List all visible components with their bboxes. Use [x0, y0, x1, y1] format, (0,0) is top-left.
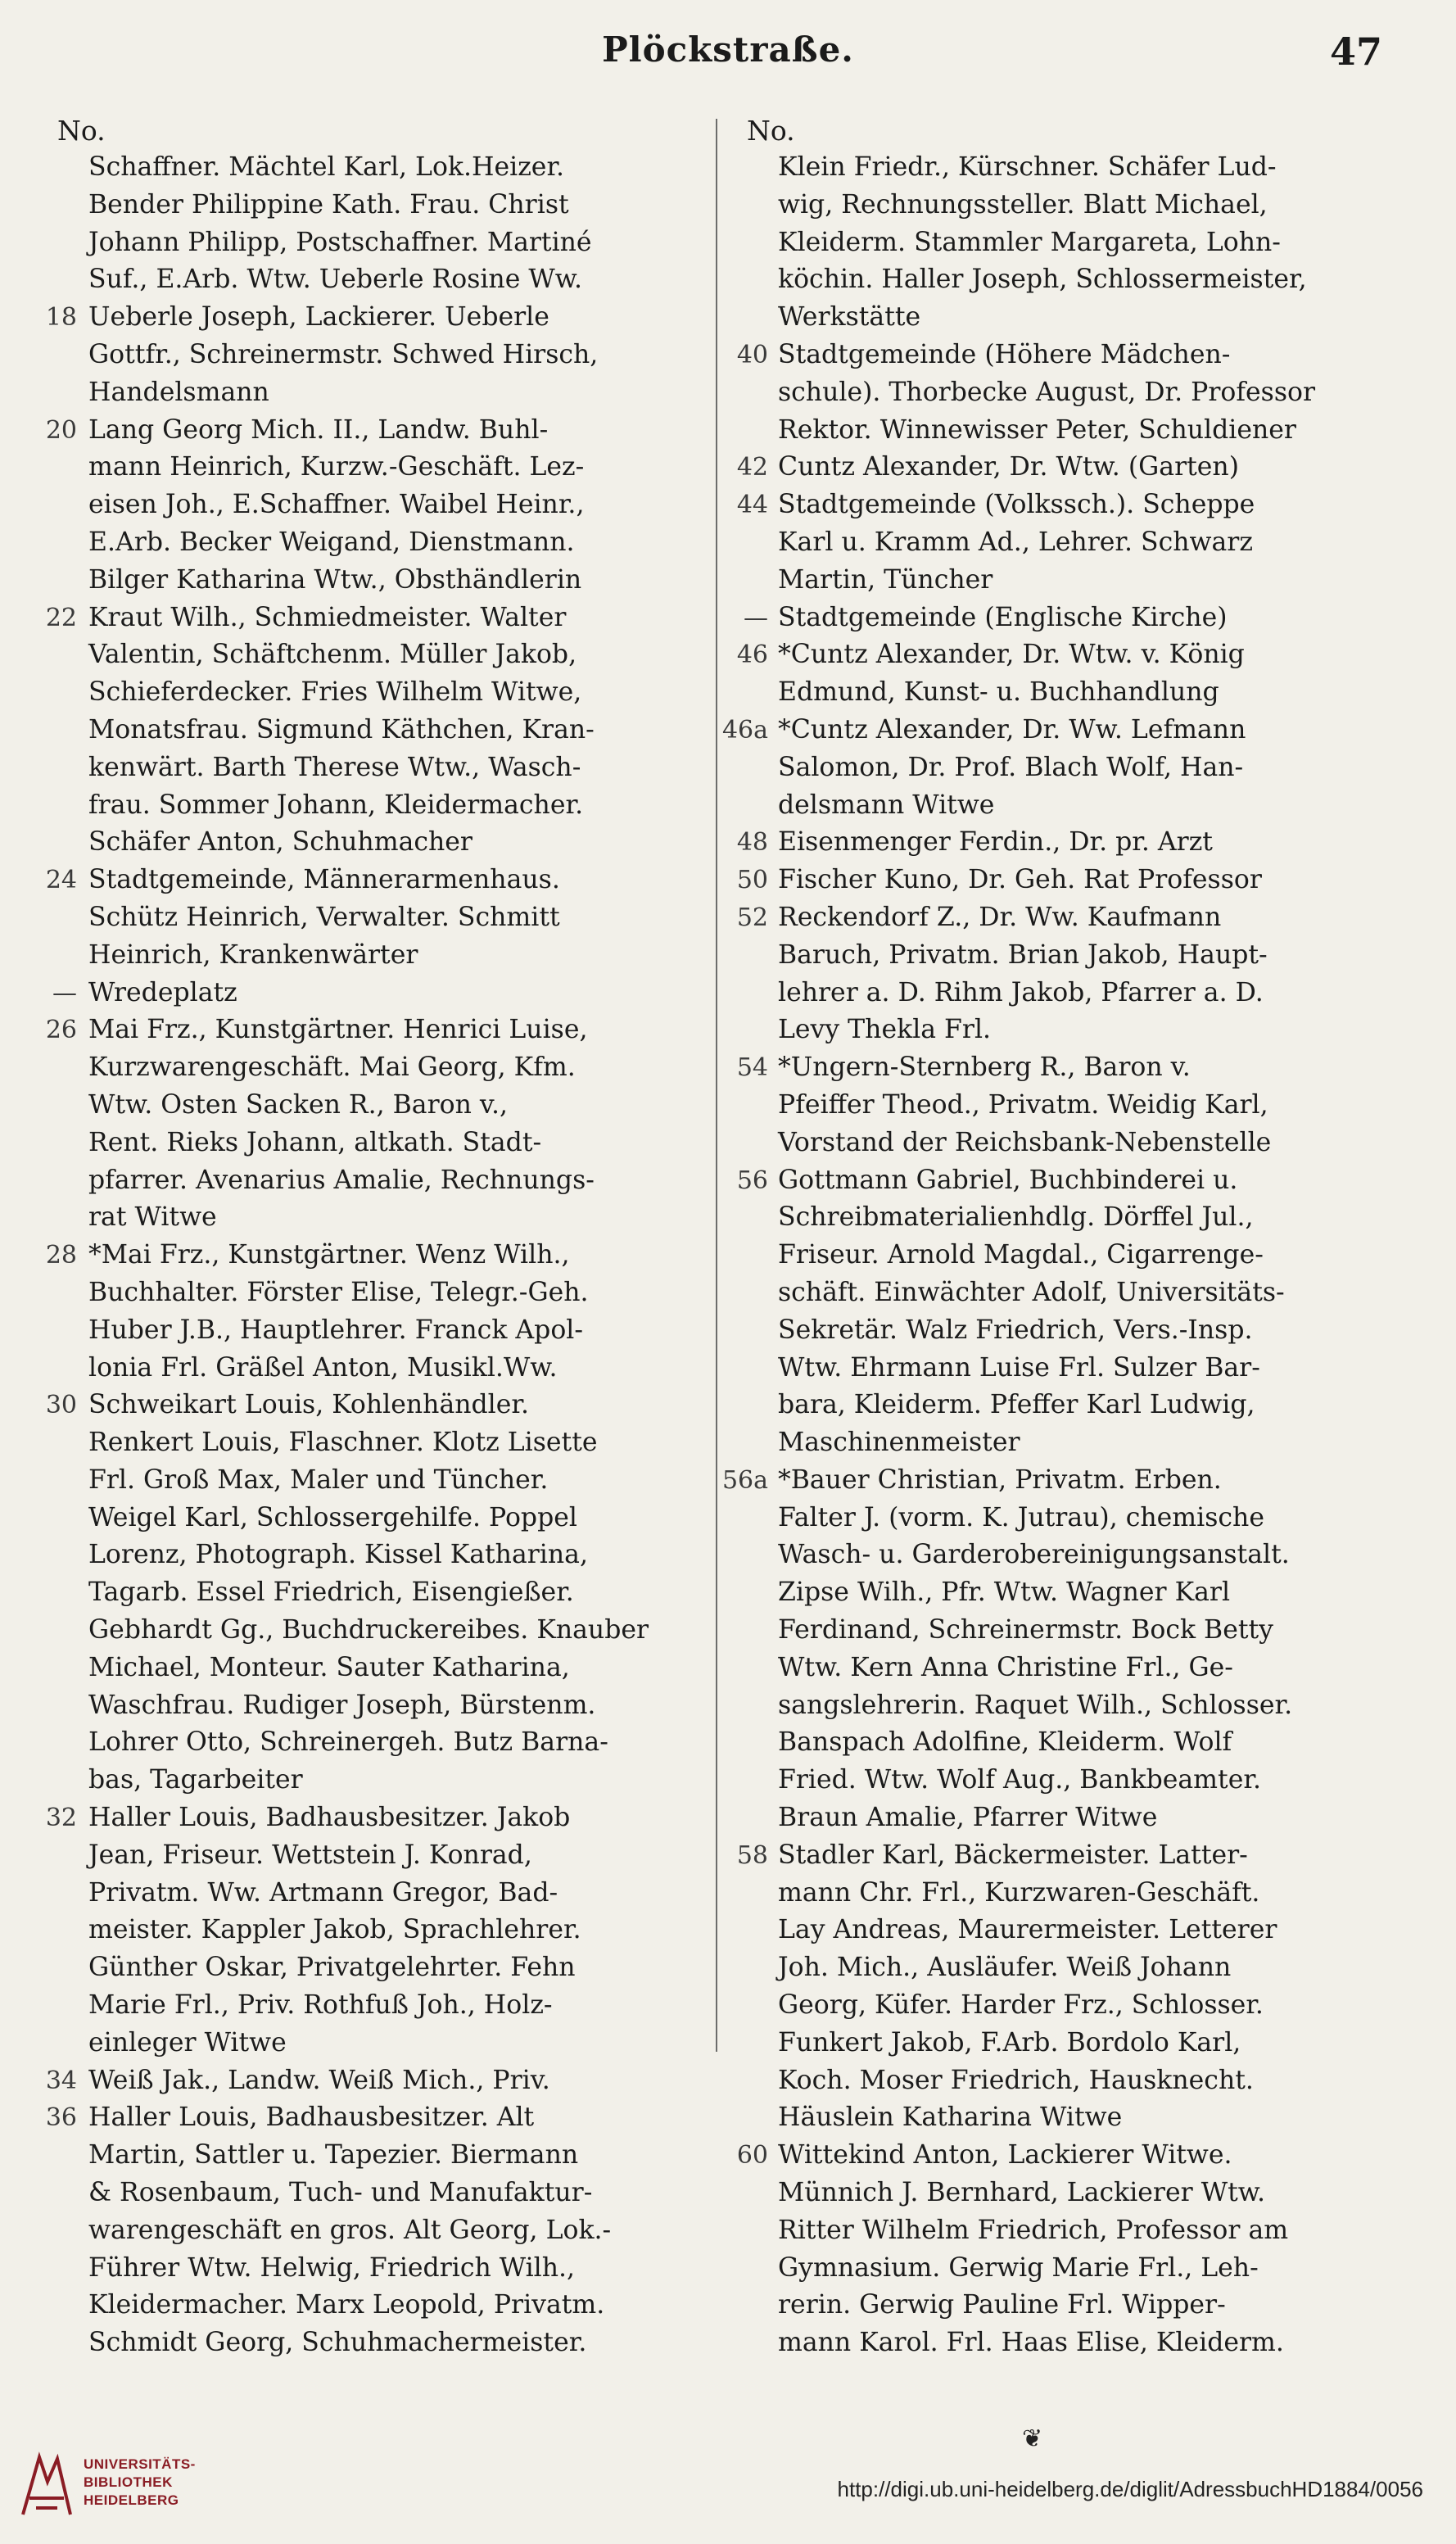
directory-entry-line	[778, 1650, 1425, 1687]
directory-entry-line	[778, 937, 1425, 975]
entry-text: sangslehrerin. Raquet Wilh., Schlosser.	[778, 1690, 1293, 1720]
entry-text: lonia Frl. Gräßel Anton, Musikl.Ww.	[88, 1352, 558, 1383]
directory-entry-line	[778, 2099, 1425, 2137]
house-number: —	[744, 603, 768, 632]
entry-text: Wittekind Anton, Lackierer Witwe.	[778, 2140, 1232, 2171]
directory-entry-line	[45, 1387, 735, 1424]
entry-text: Häuslein Katharina Witwe	[778, 2103, 1123, 2133]
directory-entry-line	[88, 1612, 735, 1650]
entry-text: *Bauer Christian, Privatm. Erben.	[778, 1464, 1222, 1495]
directory-entry-line	[88, 1500, 735, 1537]
house-number-heading: No.	[57, 115, 106, 147]
directory-entry-line	[88, 1125, 735, 1162]
entry-text: *Ungern-Sternberg R., Baron v.	[778, 1052, 1191, 1083]
house-number: 40	[736, 340, 768, 369]
directory-entry-line	[45, 600, 735, 637]
entry-text: Fischer Kuno, Dr. Geh. Rat Professor	[778, 865, 1262, 895]
directory-entry-line	[778, 1424, 1425, 1462]
page-number: 47	[1329, 29, 1382, 74]
directory-entry-line	[88, 449, 735, 487]
entry-text: eisen Joh., E.Schaffner. Waibel Heinr.,	[88, 490, 585, 520]
library-name-line: HEIDELBERG	[84, 2492, 179, 2508]
directory-entry-line	[88, 487, 735, 524]
entry-text: Baruch, Privatm. Brian Jakob, Haupt-	[778, 939, 1268, 970]
entry-text: Stadtgemeinde, Männerarmenhaus.	[88, 865, 560, 895]
library-name	[84, 2456, 196, 2510]
printer-ornament: ❦	[1022, 2424, 1043, 2453]
house-number: 36	[45, 2103, 77, 2133]
entry-text: Kraut Wilh., Schmiedmeister. Walter	[88, 602, 567, 632]
entry-text: Friseur. Arnold Magdal., Cigarrenge-	[778, 1240, 1264, 1270]
directory-entry-line	[45, 2062, 735, 2100]
library-seal-icon	[15, 2449, 79, 2521]
directory-entry-line	[778, 224, 1425, 262]
house-number: 58	[736, 1840, 768, 1870]
house-number-heading: No.	[747, 115, 795, 147]
house-number: 20	[45, 415, 77, 445]
entry-text: lehrer a. D. Rihm Jakob, Pfarrer a. D.	[778, 977, 1264, 1007]
directory-entry-line	[778, 2287, 1425, 2324]
entry-text: Wasch- u. Garderobereinigungsanstalt.	[778, 1540, 1290, 1570]
directory-entry-line	[778, 1762, 1425, 1799]
entry-text: Schmidt Georg, Schuhmachermeister.	[88, 2328, 587, 2358]
entry-text: Haller Louis, Badhausbesitzer. Alt	[88, 2103, 535, 2133]
entry-text: Koch. Moser Friedrich, Hausknecht.	[778, 2065, 1254, 2095]
directory-entry-line	[88, 636, 735, 674]
entry-text: Werkstätte	[778, 302, 921, 333]
directory-entry-line	[736, 824, 1425, 862]
entry-text: Wtw. Kern Anna Christine Frl., Ge-	[778, 1652, 1233, 1682]
directory-entry-line	[778, 1125, 1425, 1162]
directory-entry-line	[778, 1912, 1425, 1949]
directory-entry-line	[88, 787, 735, 825]
entry-text: Schäfer Anton, Schuhmacher	[88, 827, 473, 858]
entry-text: Heinrich, Krankenwärter	[88, 939, 418, 970]
entry-text: mann Chr. Frl., Kurzwaren-Geschäft.	[778, 1877, 1260, 1908]
directory-entry-line	[88, 1687, 735, 1725]
entry-text: Stadtgemeinde (Englische Kirche)	[778, 602, 1228, 632]
entry-text: pfarrer. Avenarius Amalie, Rechnungs-	[88, 1165, 595, 1195]
directory-entry-line	[45, 862, 735, 899]
house-number: 42	[736, 453, 768, 482]
directory-entry-line	[778, 2250, 1425, 2288]
directory-entry-line	[88, 1724, 735, 1762]
entry-text: Michael, Monteur. Sauter Katharina,	[88, 1652, 570, 1682]
house-number: 18	[45, 303, 77, 333]
entry-text: mann Heinrich, Kurzw.-Geschäft. Lez-	[88, 452, 585, 482]
directory-entry-line	[88, 2025, 735, 2062]
house-number: 22	[45, 603, 77, 632]
directory-entry-line	[778, 1387, 1425, 1424]
directory-entry-line	[88, 1274, 735, 1312]
directory-entry-line	[88, 1987, 735, 2025]
directory-entry-line	[736, 899, 1425, 937]
library-name-line: BIBLIOTHEK	[84, 2474, 173, 2490]
directory-entry-line	[778, 2025, 1425, 2062]
entry-text: Huber J.B., Hauptlehrer. Franck Apol-	[88, 1315, 584, 1345]
directory-entry-line	[778, 1574, 1425, 1612]
entry-text: Weiß Jak., Landw. Weiß Mich., Priv.	[88, 2065, 550, 2095]
directory-entry-line	[778, 1500, 1425, 1537]
right-column	[721, 113, 1425, 2362]
directory-entry-line	[88, 187, 735, 224]
entry-text: Sekretär. Walz Friedrich, Vers.-Insp.	[778, 1315, 1253, 1345]
directory-entry-line	[45, 1799, 735, 1837]
directory-entry-line	[88, 1762, 735, 1799]
directory-entry-line	[736, 2137, 1425, 2175]
entry-text: Cuntz Alexander, Dr. Wtw. (Garten)	[778, 452, 1240, 482]
directory-entry-line	[88, 1462, 735, 1500]
entry-text: Schieferdecker. Fries Wilhelm Witwe,	[88, 677, 582, 708]
directory-entry-line	[778, 1987, 1425, 2025]
directory-entry-line	[88, 749, 735, 787]
directory-entry-line	[778, 749, 1425, 787]
entry-text: mann Karol. Frl. Haas Elise, Kleiderm.	[778, 2328, 1284, 2358]
directory-entry-line	[778, 1087, 1425, 1125]
directory-entry-line	[88, 712, 735, 749]
directory-entry-line	[778, 261, 1425, 299]
entry-text: Frl. Groß Max, Maler und Tüncher.	[88, 1464, 549, 1495]
entry-text: Schweikart Louis, Kohlenhändler.	[88, 1390, 530, 1420]
entry-text: Joh. Mich., Ausläufer. Weiß Johann	[778, 1953, 1232, 1983]
house-number: 56a	[721, 1465, 768, 1495]
library-logo	[15, 2449, 203, 2523]
source-link[interactable]: http://digi.ub.uni-heidelberg.de/diglit/AdressbuchHD1884/0056	[837, 2477, 1423, 2501]
entry-text: Banspach Adolfine, Kleiderm. Wolf	[778, 1727, 1232, 1758]
page-header	[0, 25, 1456, 82]
directory-entry-line	[88, 562, 735, 600]
directory-entry-line	[778, 2062, 1425, 2100]
directory-entry-line	[88, 1650, 735, 1687]
house-number: 30	[45, 1391, 77, 1420]
entry-text: Edmund, Kunst- u. Buchhandlung	[778, 677, 1219, 708]
entry-text: *Cuntz Alexander, Dr. Wtw. v. König	[778, 640, 1245, 670]
directory-entry-line	[736, 449, 1425, 487]
entry-text: Handelsmann	[88, 377, 269, 407]
directory-entry-line	[88, 1312, 735, 1350]
directory-entry-line	[736, 487, 1425, 524]
entry-text: *Cuntz Alexander, Dr. Ww. Lefmann	[778, 714, 1246, 745]
entry-text: Lohrer Otto, Schreinergeh. Butz Barna-	[88, 1727, 608, 1758]
directory-entry-line	[736, 636, 1425, 674]
directory-entry-line	[88, 674, 735, 712]
directory-entry-line	[88, 524, 735, 562]
entry-text: rerin. Gerwig Pauline Frl. Wipper-	[778, 2290, 1226, 2320]
entry-text: Stadtgemeinde (Höhere Mädchen-	[778, 339, 1231, 369]
left-column	[45, 113, 735, 2362]
house-number: 34	[45, 2066, 77, 2095]
entry-text: schäft. Einwächter Adolf, Universitäts-	[778, 1277, 1285, 1307]
directory-entry-line	[778, 2175, 1425, 2212]
directory-entry-line	[778, 1274, 1425, 1312]
entry-text: Wtw. Ehrmann Luise Frl. Sulzer Bar-	[778, 1352, 1260, 1383]
directory-entry-line	[778, 187, 1425, 224]
entry-text: Salomon, Dr. Prof. Blach Wolf, Han-	[778, 752, 1244, 782]
directory-entry-line	[45, 1012, 735, 1049]
entry-text: Stadler Karl, Bäckermeister. Latter-	[778, 1840, 1248, 1870]
entry-text: Privatm. Ww. Artmann Gregor, Bad-	[88, 1877, 558, 1908]
entry-text: Rektor. Winnewisser Peter, Schuldiener	[778, 414, 1296, 445]
entry-text: rat Witwe	[88, 1202, 217, 1233]
entry-text: Reckendorf Z., Dr. Ww. Kaufmann	[778, 902, 1222, 932]
directory-entry-line	[88, 1162, 735, 1200]
street-title: Plöckstraße.	[602, 29, 854, 70]
entry-text: Mai Frz., Kunstgärtner. Henrici Luise,	[88, 1015, 588, 1045]
directory-entry-line	[778, 1687, 1425, 1725]
house-number: 48	[736, 828, 768, 858]
entry-text: Lorenz, Photograph. Kissel Katharina,	[88, 1540, 588, 1570]
entry-text: Kleidermacher. Marx Leopold, Privatm.	[88, 2290, 605, 2320]
entry-text: Stadtgemeinde (Volkssch.). Scheppe	[778, 490, 1255, 520]
directory-entry-line	[778, 374, 1425, 412]
entry-text: Lang Georg Mich. II., Landw. Buhl-	[88, 414, 549, 445]
directory-entry-line	[88, 2175, 735, 2212]
directory-entry-line	[88, 1875, 735, 1913]
entry-text: Bender Philippine Kath. Frau. Christ	[88, 189, 569, 220]
entry-text: Gymnasium. Gerwig Marie Frl., Leh-	[778, 2252, 1259, 2283]
directory-entry-line	[778, 2324, 1425, 2362]
entry-text: Pfeiffer Theod., Privatm. Weidig Karl,	[778, 1089, 1268, 1120]
directory-entry-line	[88, 2137, 735, 2175]
directory-entry-line	[88, 1199, 735, 1237]
entry-text: Lay Andreas, Maurermeister. Letterer	[778, 1915, 1277, 1945]
directory-entry-line	[736, 1049, 1425, 1087]
entry-text: Renkert Louis, Flaschner. Klotz Lisette	[88, 1428, 598, 1458]
house-number: 26	[45, 1016, 77, 1045]
entry-text: Martin, Sattler u. Tapezier. Biermann	[88, 2140, 579, 2171]
house-number: 44	[736, 491, 768, 520]
directory-entry-line	[778, 562, 1425, 600]
entry-text: Ueberle Joseph, Lackierer. Ueberle	[88, 302, 549, 333]
entry-text: Jean, Friseur. Wettstein J. Konrad,	[88, 1840, 532, 1870]
directory-entry-line	[45, 1237, 735, 1274]
directory-entry-line	[778, 1199, 1425, 1237]
directory-entry-line	[52, 975, 735, 1012]
entry-text: Schütz Heinrich, Verwalter. Schmitt	[88, 902, 560, 932]
directory-entry-line	[778, 299, 1425, 337]
house-number: 28	[45, 1241, 77, 1270]
entry-text: Schaffner. Mächtel Karl, Lok.Heizer.	[88, 152, 565, 182]
directory-entry-line	[88, 1912, 735, 1949]
entry-text: E.Arb. Becker Weigand, Dienstmann.	[88, 527, 575, 557]
directory-entry-line	[88, 937, 735, 975]
directory-entry-line	[88, 2250, 735, 2288]
entry-text: Braun Amalie, Pfarrer Witwe	[778, 1803, 1158, 1833]
directory-entry-line	[88, 224, 735, 262]
entry-text: Valentin, Schäftchenm. Müller Jakob,	[88, 640, 577, 670]
directory-entry-line	[88, 1837, 735, 1875]
directory-entry-line	[778, 1537, 1425, 1574]
directory-entry-line	[88, 1574, 735, 1612]
entry-text: Bilger Katharina Wtw., Obsthändlerin	[88, 564, 582, 595]
directory-entry-line	[778, 2212, 1425, 2250]
entry-text: Waschfrau. Rudiger Joseph, Bürstenm.	[88, 1690, 596, 1720]
directory-entry-line	[778, 1799, 1425, 1837]
directory-entry-line	[778, 1237, 1425, 1274]
entry-text: Martin, Tüncher	[778, 564, 993, 595]
entry-text: Falter J. (vorm. K. Jutrau), chemische	[778, 1502, 1264, 1532]
house-number: 24	[45, 866, 77, 895]
entry-text: einleger Witwe	[88, 2027, 287, 2057]
directory-entry-line	[88, 2287, 735, 2324]
directory-entry-line	[721, 1462, 1425, 1500]
directory-entry-line	[88, 1087, 735, 1125]
entry-text: Fried. Wtw. Wolf Aug., Bankbeamter.	[778, 1765, 1261, 1795]
directory-entry-line	[778, 1875, 1425, 1913]
entry-text: Ritter Wilhelm Friedrich, Professor am	[778, 2215, 1289, 2245]
entry-text: Monatsfrau. Sigmund Käthchen, Kran-	[88, 714, 595, 745]
entry-text: Wredeplatz	[88, 977, 237, 1007]
house-number: 52	[736, 903, 768, 932]
directory-entry-line	[88, 261, 735, 299]
entry-text: Weigel Karl, Schlossergehilfe. Poppel	[88, 1502, 577, 1532]
entry-text: Maschinenmeister	[778, 1428, 1020, 1458]
directory-entry-line	[88, 899, 735, 937]
directory-entry-line	[778, 1724, 1425, 1762]
directory-entry-line	[45, 2099, 735, 2137]
directory-entry-line	[778, 412, 1425, 450]
entry-text: Suf., E.Arb. Wtw. Ueberle Rosine Ww.	[88, 265, 582, 295]
entry-text: Rent. Rieks Johann, altkath. Stadt-	[88, 1127, 542, 1157]
directory-entry-line	[88, 2324, 735, 2362]
directory-entry-line	[88, 1424, 735, 1462]
directory-entry-line	[88, 1350, 735, 1387]
entry-text: *Mai Frz., Kunstgärtner. Wenz Wilh.,	[88, 1240, 570, 1270]
entry-text: meister. Kappler Jakob, Sprachlehrer.	[88, 1915, 581, 1945]
entry-text: Eisenmenger Ferdin., Dr. pr. Arzt	[778, 827, 1213, 858]
entry-text: Klein Friedr., Kürschner. Schäfer Lud-	[778, 152, 1277, 182]
entry-text: Zipse Wilh., Pfr. Wtw. Wagner Karl	[778, 1578, 1231, 1608]
directory-entry-line	[736, 1837, 1425, 1875]
entry-text: wig, Rechnungssteller. Blatt Michael,	[778, 189, 1268, 220]
house-number: 46	[736, 641, 768, 670]
house-number: 56	[736, 1166, 768, 1195]
entry-text: Führer Wtw. Helwig, Friedrich Wilh.,	[88, 2252, 576, 2283]
entry-text: Haller Louis, Badhausbesitzer. Jakob	[88, 1803, 571, 1833]
entry-text: bara, Kleiderm. Pfeffer Karl Ludwig,	[778, 1390, 1255, 1420]
house-number: 60	[736, 2141, 768, 2171]
directory-entry-line	[88, 824, 735, 862]
directory-entry-line	[721, 712, 1425, 749]
entry-text: delsmann Witwe	[778, 790, 995, 820]
directory-entry-line	[88, 1949, 735, 1987]
entry-text: Levy Thekla Frl.	[778, 1015, 992, 1045]
entry-text: köchin. Haller Joseph, Schlossermeister,	[778, 265, 1307, 295]
library-name-line: UNIVERSITÄTS-	[84, 2456, 196, 2472]
entry-text: Marie Frl., Priv. Rothfuß Joh., Holz-	[88, 1990, 553, 2021]
directory-entry-line	[88, 374, 735, 412]
directory-entry-line	[736, 1162, 1425, 1200]
entry-text: Funkert Jakob, F.Arb. Bordolo Karl,	[778, 2027, 1241, 2057]
house-number: 50	[736, 866, 768, 895]
directory-entry-line	[88, 1537, 735, 1574]
entry-text: frau. Sommer Johann, Kleidermacher.	[88, 790, 584, 820]
directory-entry-line	[45, 299, 735, 337]
entry-text: Gottmann Gabriel, Buchbinderei u.	[778, 1165, 1238, 1195]
entry-text: Karl u. Kramm Ad., Lehrer. Schwarz	[778, 527, 1253, 557]
directory-entry-line	[778, 1949, 1425, 1987]
entry-text: kenwärt. Barth Therese Wtw., Wasch-	[88, 752, 581, 782]
directory-entry-line	[88, 337, 735, 374]
directory-entry-line	[778, 975, 1425, 1012]
house-number: 54	[736, 1053, 768, 1083]
directory-entry-line	[778, 149, 1425, 187]
entry-text: warengeschäft en gros. Alt Georg, Lok.-	[88, 2215, 612, 2245]
entry-text: Kleiderm. Stammler Margareta, Lohn-	[778, 227, 1281, 257]
entry-text: Johann Philipp, Postschaffner. Martiné	[88, 227, 592, 257]
entry-text: & Rosenbaum, Tuch- und Manufaktur-	[88, 2178, 593, 2208]
house-number: 32	[45, 1804, 77, 1833]
directory-entry-line	[778, 1312, 1425, 1350]
entry-text: Günther Oskar, Privatgelehrter. Fehn	[88, 1953, 576, 1983]
directory-entry-line	[778, 1350, 1425, 1387]
directory-entry-line	[744, 600, 1425, 637]
directory-entry-line	[88, 149, 735, 187]
directory-entry-line	[778, 787, 1425, 825]
entry-text: Georg, Küfer. Harder Frz., Schlosser.	[778, 1990, 1264, 2021]
entry-text: bas, Tagarbeiter	[88, 1765, 303, 1795]
entry-text: Wtw. Osten Sacken R., Baron v.,	[88, 1089, 508, 1120]
entry-text: Gottfr., Schreinermstr. Schwed Hirsch,	[88, 339, 599, 369]
entry-text: Vorstand der Reichsbank-Nebenstelle	[778, 1127, 1272, 1157]
directory-entry-line	[778, 1612, 1425, 1650]
directory-entry-line	[778, 674, 1425, 712]
directory-entry-line	[736, 337, 1425, 374]
entry-text: Gebhardt Gg., Buchdruckereibes. Knauber	[88, 1615, 649, 1645]
house-number: —	[52, 978, 77, 1007]
entry-text: Schreibmaterialienhdlg. Dörffel Jul.,	[778, 1202, 1254, 1233]
house-number: 46a	[721, 715, 768, 745]
entry-text: Ferdinand, Schreinermstr. Bock Betty	[778, 1615, 1273, 1645]
entry-text: Kurzwarengeschäft. Mai Georg, Kfm.	[88, 1052, 576, 1083]
entry-text: schule). Thorbecke August, Dr. Professor	[778, 377, 1316, 407]
entry-text: Münnich J. Bernhard, Lackierer Wtw.	[778, 2178, 1265, 2208]
entry-text: Buchhalter. Förster Elise, Telegr.-Geh.	[88, 1277, 589, 1307]
directory-entry-line	[778, 1012, 1425, 1049]
directory-entry-line	[88, 2212, 735, 2250]
directory-entry-line	[88, 1049, 735, 1087]
directory-entry-line	[778, 524, 1425, 562]
directory-entry-line	[45, 412, 735, 450]
entry-text: Tagarb. Essel Friedrich, Eisengießer.	[88, 1578, 574, 1608]
directory-entry-line	[736, 862, 1425, 899]
